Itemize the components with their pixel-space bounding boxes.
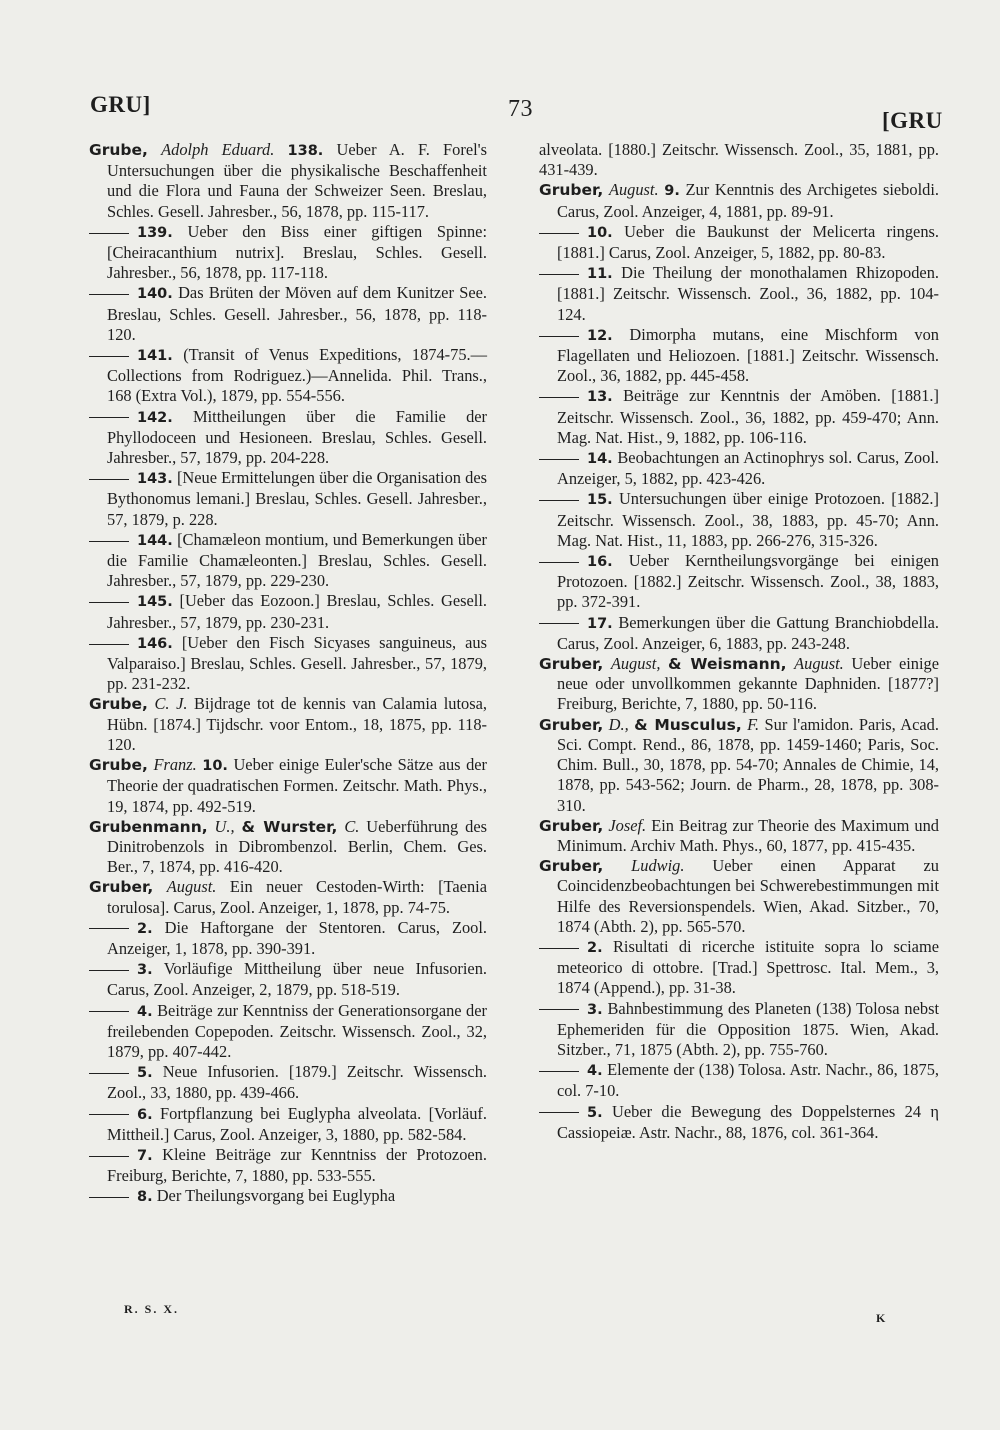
entry-number: 14. (587, 451, 613, 468)
entry-text: Beobachtungen an Actinophrys sol. Carus, Zool. Anzeiger, 5, 1882, pp. 423-426. (557, 448, 939, 489)
author-surname: Gruber, (539, 715, 604, 734)
entry-number: 11. (587, 266, 613, 283)
entry-text: alveolata. [1880.] Zeitschr. Wissensch. Zool., 35, 1881, pp. 431-439. (539, 140, 939, 180)
bibliography-entry (89, 877, 487, 917)
bibliography-entry (539, 715, 939, 816)
bibliography-entry (89, 283, 487, 345)
author-given-name: D., (608, 714, 629, 734)
author-given-name: August. (608, 180, 659, 200)
author-given-name: C. J. (154, 694, 188, 714)
entry-text: Ein neuer Cestoden-Wirth: [Taenia torulosa]. Carus, Zool. Anzeiger, 1, 1878, pp. 74-75. (107, 877, 487, 917)
ditto-dash (89, 1197, 129, 1198)
entry-text: Ueber Kerntheilungsvorgänge bei einigen Protozoen. [1882.] Zeitschr. Wissensch. Zool., 38, 1883, pp. 372-391. (557, 551, 939, 612)
entry-number: 142. (137, 409, 173, 426)
author-surname: Grubenmann, (89, 817, 208, 836)
entry-number: 140. (137, 286, 173, 303)
ditto-dash (89, 1073, 129, 1074)
entry-text: Ueber den Biss einer giftigen Spinne: [Cheiracanthium nutrix]. Breslau, Schles. Gesell. Jahresber., 56, 1878, pp. 117-118. (107, 221, 487, 283)
ditto-dash (89, 928, 129, 929)
bibliography-entry (539, 263, 939, 325)
entry-number: 143. (137, 471, 173, 488)
ditto-dash (89, 356, 129, 357)
bibliography-entry (539, 1102, 939, 1143)
entry-number: 3. (587, 1001, 603, 1018)
entry-text: Beiträge zur Kenntniss der Generationsorgane der freilebenden Copepoden. Zeitschr. Wissensch. Zool., 32, 1879, pp. 407-442. (107, 1000, 487, 1061)
ditto-dash (89, 602, 129, 603)
bibliography-entry (89, 468, 487, 530)
ditto-dash (539, 623, 579, 624)
bibliography-entry (539, 613, 939, 654)
entry-number: 4. (587, 1063, 603, 1080)
entry-text: Kleine Beiträge zur Kenntniss der Protozoen. Freiburg, Berichte, 7, 1880, pp. 533-555. (107, 1144, 487, 1186)
bibliography-entry (539, 816, 939, 856)
footer-mark: K (876, 1311, 888, 1325)
bibliography-entry (89, 140, 487, 222)
ditto-dash (89, 294, 129, 295)
ditto-dash (539, 274, 579, 275)
entry-number: 5. (587, 1104, 603, 1121)
entry-text: Untersuchungen über einige Protozoen. [1882.] Zeitschr. Wissensch. Zool., 38, 1883, pp. 45-70; Ann. Mag. Nat. Hist., 11, 1883, pp. 266-276, 315-326. (557, 489, 939, 550)
ditto-dash (539, 1071, 579, 1072)
entry-text: Risultati di ricerche istituite sopra lo sciame meteorico di ottobre. [Trad.] Spettrosc. Ital. Mem., 3, 1874 (Append.), pp. 31-38. (557, 936, 939, 998)
entry-number: 138. (287, 143, 324, 159)
ditto-dash (89, 479, 129, 480)
entry-text: (Transit of Venus Expeditions, 1874-75.—Collections from Rodriguez.)—Annelida. Phil. Trans., 168 (Extra Vol.), 1879, pp. 554-556. (107, 345, 488, 406)
bibliography-entry (539, 937, 939, 999)
entry-text: Elemente der (138) Tolosa. Astr. Nachr., 86, 1875, col. 7-10. (557, 1060, 939, 1101)
page-number: 73 (508, 96, 533, 122)
bibliography-entry (539, 222, 939, 263)
author-surname: Grube, (89, 695, 148, 714)
bibliography-entry (89, 407, 487, 469)
ditto-dash (89, 417, 129, 418)
author-surname: Gruber, (539, 857, 604, 876)
entry-number: 10. (587, 224, 613, 241)
entry-text: Ueber A. F. Forel's Untersuchungen über die physikalische Beschaffenheit und die Flora und Fauna der Schweizer Seen. Breslau, Schles. Gesell. Jahresber., 56, 1878, pp. 115-117. (107, 140, 487, 221)
bibliography-entry (89, 755, 487, 817)
author-surname: Gruber, (539, 816, 604, 835)
entry-number: 3. (137, 962, 153, 979)
ditto-dash (89, 233, 129, 234)
entry-number: 145. (137, 594, 173, 611)
bibliography-entry (539, 386, 939, 448)
bibliography-entry (89, 222, 487, 284)
entry-number: 2. (587, 939, 603, 956)
entry-text: Fortpflanzung bei Euglypha alveolata. [Vorläuf. Mittheil.] Carus, Zool. Anzeiger, 3, 1880, pp. 582-584. (107, 1103, 487, 1144)
ditto-dash (539, 1009, 579, 1010)
entry-number: 9. (664, 183, 680, 200)
coauthor-given-name: C. (344, 816, 360, 836)
entry-text: Dimorpha mutans, eine Mischform von Flagellaten und Heliozoen. [1881.] Zeitschr. Wissensch. Zool., 36, 1882, pp. 445-458. (557, 324, 939, 386)
ditto-dash (89, 644, 129, 645)
right-column (539, 140, 939, 1143)
bibliography-entry (89, 345, 487, 407)
entry-number: 2. (137, 920, 153, 937)
entry-text: Beiträge zur Kenntnis der Amöben. [1881.] Zeitschr. Wissensch. Zool., 36, 1882, pp. 459-470; Ann. Mag. Nat. Hist., 9, 1882, pp. 106-116. (557, 386, 939, 447)
entry-text: Bemerkungen über die Gattung Branchiobdella. Carus, Zool. Anzeiger, 6, 1883, pp. 243-248. (557, 612, 939, 653)
entry-text: Ein Beitrag zur Theorie des Maximum und Minimum. Archiv Math. Phys., 60, 1877, pp. 415-435. (557, 815, 939, 855)
ditto-dash (539, 459, 579, 460)
ditto-dash (539, 562, 579, 563)
author-surname: Grube, (89, 756, 148, 775)
ditto-dash (89, 541, 129, 542)
bibliography-entry (539, 999, 939, 1061)
entry-number: 4. (137, 1003, 153, 1020)
ditto-dash (89, 1114, 129, 1115)
bibliography-entry (89, 633, 487, 695)
author-given-name: August, (610, 654, 661, 674)
entry-text: Ueber die Baukunst der Melicerta ringens. [1881.] Carus, Zool. Anzeiger, 5, 1882, pp. 80-83. (557, 221, 939, 263)
ditto-dash (539, 500, 579, 501)
entry-text: Vorläufige Mittheilung über neue Infusorien. Carus, Zool. Anzeiger, 2, 1879, pp. 518-519. (107, 959, 487, 1000)
author-given-name: August. (166, 877, 217, 897)
ditto-dash (539, 336, 579, 337)
coauthor-surname: & Weismann, (668, 655, 787, 674)
entry-text: Bijdrage tot de kennis van Calamia lutosa, Hübn. [1874.] Tijdschr. voor Entom., 18, 1875, pp. 118-120. (107, 694, 487, 754)
entry-text: Neue Infusorien. [1879.] Zeitschr. Wissensch. Zool., 33, 1880, pp. 439-466. (107, 1062, 487, 1103)
entry-text: Ueber einige neue oder unvollkommen gekannte Daphniden. [1877?] Freiburg, Berichte, 7, 1880, pp. 50-116. (557, 654, 939, 714)
entry-text: [Neue Ermittelungen über die Organisation des Bythonomus lemani.] Breslau, Schles. Gesell. Jahresber., 57, 1879, p. 228. (107, 468, 487, 529)
bibliography-entry (89, 1062, 487, 1103)
author-surname: Grube, (89, 141, 148, 159)
bibliography-entry (539, 180, 939, 221)
coauthor-surname: & Wurster, (241, 817, 338, 836)
ditto-dash (539, 233, 579, 234)
entry-number: 17. (587, 615, 613, 632)
entry-number: 13. (587, 389, 613, 406)
entry-text: [Chamæleon montium, und Bemerkungen über die Familie Chamæleonten.] Breslau, Schles. Gesell. Jahresber., 57, 1879, pp. 229-230. (107, 529, 487, 591)
author-surname: Gruber, (539, 181, 604, 200)
entry-text: Die Haftorgane der Stentoren. Carus, Zool. Anzeiger, 1, 1878, pp. 390-391. (107, 917, 487, 958)
author-given-name: U., (214, 816, 235, 836)
entry-number: 141. (137, 348, 173, 365)
entry-text: Ueberführung des Dinitrobenzols in Dibrombenzol. Berlin, Chem. Ges. Ber., 7, 1874, pp. 416-420. (107, 816, 487, 877)
entry-number: 10. (202, 758, 228, 775)
bibliography-entry (89, 591, 487, 632)
entry-number: 7. (137, 1147, 153, 1164)
bibliography-entry (539, 489, 939, 551)
bibliography-entry (539, 325, 939, 387)
entry-text: Die Theilung der monothalamen Rhizopoden. [1881.] Zeitschr. Wissensch. Zool., 36, 1882, pp. 104-124. (557, 263, 940, 324)
entry-text: [Ueber das Eozoon.] Breslau, Schles. Gesell. Jahresber., 57, 1879, pp. 230-231. (107, 591, 487, 632)
entry-number: 6. (137, 1106, 153, 1123)
coauthor-given-name: F. (747, 714, 760, 734)
author-surname: Gruber, (89, 878, 154, 897)
entry-number: 8. (137, 1189, 153, 1206)
ditto-dash (539, 1112, 579, 1113)
bibliography-entry (89, 1104, 487, 1145)
bibliography-entry (89, 959, 487, 1000)
coauthor-given-name: August. (794, 654, 844, 674)
author-surname: Gruber, (539, 655, 604, 674)
footer-signature: R. S. X. (124, 1302, 180, 1316)
entry-text: Ueber einige Euler'sche Sätze aus der Theorie der quadratischen Formen. Zeitschr. Math. Phys., 19, 1874, pp. 492-519. (107, 755, 487, 816)
entry-text: Bahnbestimmung des Planeten (138) Tolosa nebst Ephemeriden für die Opposition 1875. Wien, Akad. Sitzber., 71, 1875 (Abth. 2), pp. 755-760. (557, 998, 939, 1059)
ditto-dash (89, 1011, 129, 1012)
running-head-right: [GRU (882, 108, 943, 133)
author-given-name: Ludwig. (631, 856, 685, 876)
bibliography-entry (89, 1186, 487, 1207)
bibliography-entry (539, 1060, 939, 1101)
bibliography-entry (89, 817, 487, 878)
bibliography-entry (89, 918, 487, 959)
bibliography-entry (89, 530, 487, 592)
entry-number: 15. (587, 492, 613, 509)
entry-number: 139. (137, 224, 173, 241)
entry-number: 16. (587, 554, 613, 571)
bibliography-entry (89, 1145, 487, 1186)
ditto-dash (539, 397, 579, 398)
running-head-left: GRU] (90, 92, 151, 117)
ditto-dash (89, 1156, 129, 1157)
entry-text: Sur l'amidon. Paris, Acad. Sci. Compt. Rend., 86, 1878, pp. 1459-1460; Paris, Soc. Chim. Bull., 30, 1878, pp. 54-70; Annales de Chimie, 14, 1878, pp. 543-562; Journ. de Pharm., 28, 1878, pp. 308-310. (557, 714, 939, 815)
entry-text: Mittheilungen über die Familie der Phyllodoceen und Hesioneen. Breslau, Schles. Gesell. Jahresber., 57, 1879, pp. 204-228. (107, 406, 487, 468)
entry-text: Der Theilungsvorgang bei Euglypha (156, 1186, 396, 1206)
entry-number: 12. (587, 327, 613, 344)
entry-text: [Ueber den Fisch Sicyases sanguineus, aus Valparaiso.] Breslau, Schles. Gesell. Jahresber., 57, 1879, pp. 231-232. (107, 632, 487, 694)
entry-text: Ueber die Bewegung des Doppelsternes 24 η Cassiopeiæ. Astr. Nachr., 88, 1876, col. 361-364. (557, 1101, 940, 1142)
entry-text: Das Brüten der Möven auf dem Kunitzer See. Breslau, Schles. Gesell. Jahresber., 56, 1878, pp. 118-120. (107, 283, 487, 344)
ditto-dash (89, 970, 129, 971)
entry-number: 146. (137, 635, 173, 652)
bibliography-entry (89, 1001, 487, 1063)
entry-number: 144. (137, 532, 173, 549)
author-given-name: Josef. (608, 815, 647, 835)
author-given-name: Adolph Eduard. (161, 140, 275, 159)
bibliography-entry (539, 140, 939, 180)
bibliography-entry (539, 856, 939, 937)
author-given-name: Franz. (153, 755, 197, 775)
entry-text: Ueber einen Apparat zu Coincidenzbeobachtungen bei Schwerebestimmungen mit Hilfe des Reversionspendels. Wien, Akad. Sitzber., 70, 1874 (Abth. 2), pp. 565-570. (557, 856, 939, 936)
bibliography-entry (539, 551, 939, 613)
entry-text: Zur Kenntnis des Archigetes sieboldi. Carus, Zool. Anzeiger, 4, 1881, pp. 89-91. (557, 180, 939, 221)
bibliography-entry (539, 654, 939, 715)
entry-number: 5. (137, 1065, 153, 1082)
left-column (89, 140, 487, 1208)
bibliography-entry (89, 694, 487, 755)
ditto-dash (539, 948, 579, 949)
coauthor-surname: & Musculus, (634, 715, 742, 734)
bibliography-entry (539, 448, 939, 489)
